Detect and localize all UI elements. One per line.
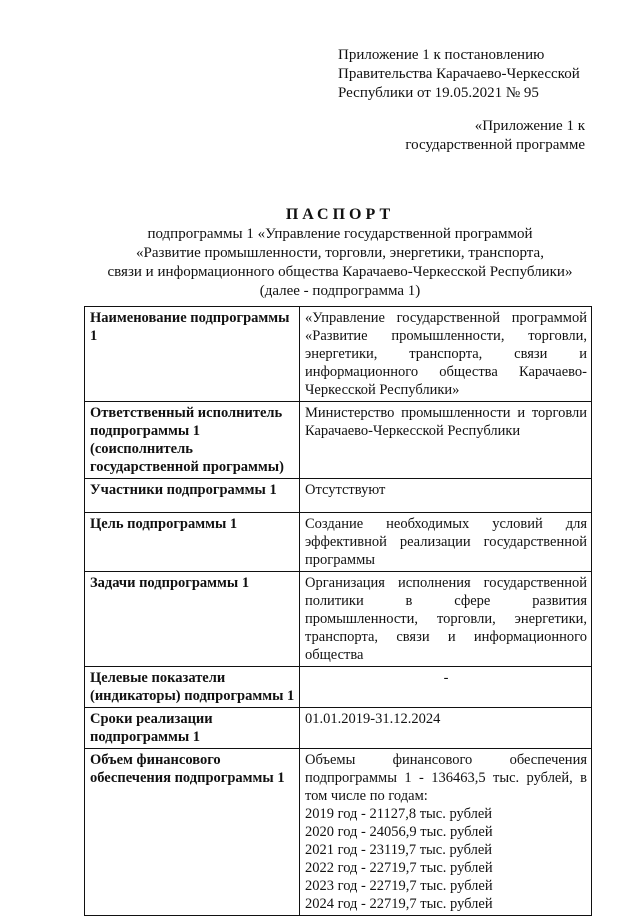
row-label: Участники подпрограммы 1 (85, 479, 300, 513)
row-label: Ответственный исполнитель подпрограммы 1 (соисполнитель государственной программы) (85, 402, 300, 479)
row-label: Наименование подпрограммы 1 (85, 307, 300, 402)
row-value: Создание необходимых условий для эффективной реализации государственной программы (300, 513, 592, 572)
table-row (85, 708, 592, 749)
row-label: Цель подпрограммы 1 (85, 513, 300, 572)
table-row (85, 749, 592, 916)
funding-year: 2022 год - 22719,7 тыс. рублей (305, 860, 493, 876)
resolution-line: Приложение 1 к постановлению (338, 47, 545, 63)
row-value: Отсутствуют (300, 479, 592, 513)
appendix-line: «Приложение 1 к (474, 118, 585, 134)
row-label: Объем финансового обеспечения подпрограммы 1 (85, 749, 300, 916)
funding-year: 2023 год - 22719,7 тыс. рублей (305, 878, 493, 894)
row-label: Сроки реализации подпрограммы 1 (85, 708, 300, 749)
row-value: Министерство промышленности и торговли Карачаево-Черкесской Республики (300, 402, 592, 479)
appendix-reference (405, 117, 585, 155)
row-value: - (300, 667, 592, 708)
passport-table (84, 306, 592, 916)
row-value: Организация исполнения государственной политики в сфере развития промышленности, торговли, энергетики, транспорта, связи и информационного общества (300, 572, 592, 667)
subtitle-line: «Развитие промышленности, торговли, энергетики, транспорта, (136, 245, 544, 261)
table-row (85, 307, 592, 402)
funding-intro: Объемы финансового обеспечения подпрограммы 1 - 136463,5 тыс. рублей, в том числе по годам: (305, 752, 587, 804)
funding-year: 2019 год - 21127,8 тыс. рублей (305, 806, 493, 822)
resolution-line: Республики от 19.05.2021 № 95 (338, 85, 539, 101)
appendix-line: государственной программе (405, 137, 585, 153)
table-row (85, 667, 592, 708)
funding-value (300, 749, 592, 916)
passport-title-block (60, 205, 620, 301)
resolution-line: Правительства Карачаево-Черкесской (338, 66, 580, 82)
row-label: Целевые показатели (индикаторы) подпрограммы 1 (85, 667, 300, 708)
funding-year: 2020 год - 24056,9 тыс. рублей (305, 824, 493, 840)
page-title: ПАСПОРТ (285, 206, 395, 223)
funding-year: 2021 год - 23119,7 тыс. рублей (305, 842, 493, 858)
table-row (85, 402, 592, 479)
funding-year: 2024 год - 22719,7 тыс. рублей (305, 896, 493, 912)
table-row (85, 572, 592, 667)
row-value: 01.01.2019-31.12.2024 (300, 708, 592, 749)
table-row (85, 479, 592, 513)
subtitle-line: подпрограммы 1 «Управление государственной программой (147, 226, 533, 242)
resolution-reference (338, 46, 618, 103)
subtitle-line: связи и информационного общества Карачаево-Черкесской Республики» (107, 264, 573, 280)
row-value: «Управление государственной программой «Развитие промышленности, торговли, энергетики, транспорта, связи и информационного общества Карачаево-Черкесской Республики» (300, 307, 592, 402)
subtitle-line: (далее - подпрограмма 1) (259, 283, 421, 299)
row-label: Задачи подпрограммы 1 (85, 572, 300, 667)
table-row (85, 513, 592, 572)
